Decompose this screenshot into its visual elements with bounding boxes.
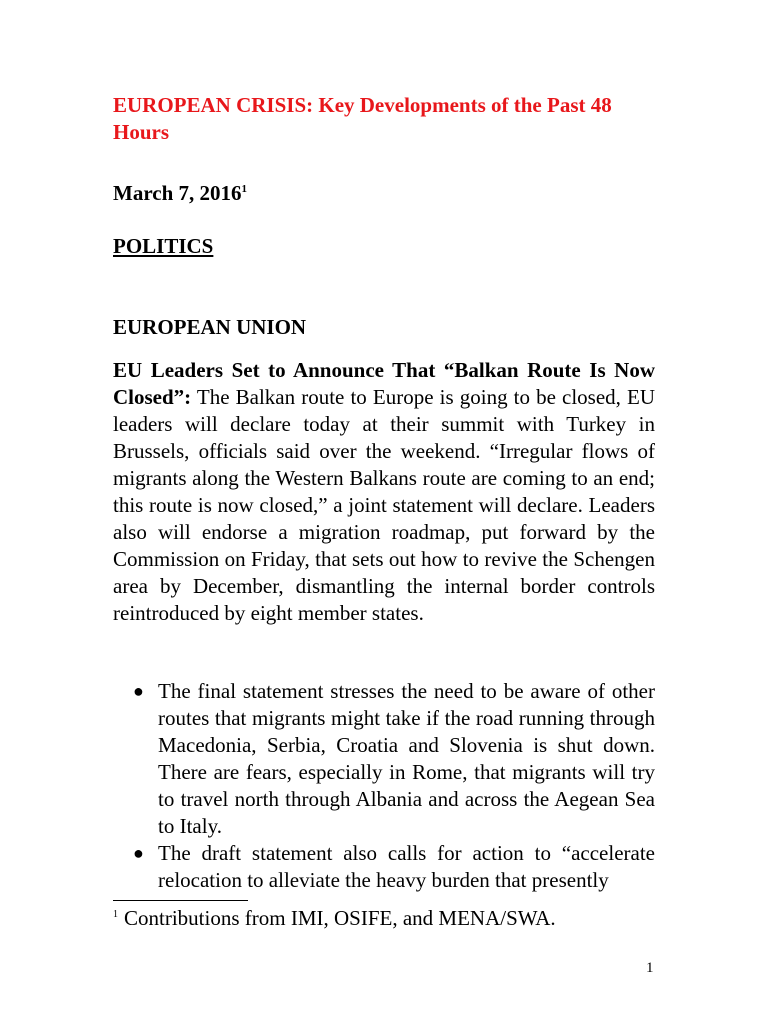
footnote-text: Contributions from IMI, OSIFE, and MENA/SWA. [124,906,556,930]
list-item [113,840,655,894]
subsection-heading-eu: EUROPEAN UNION [113,315,307,339]
article-paragraph [113,357,655,627]
bullet-list [113,678,655,894]
list-item [113,678,655,840]
date-footnote-mark: 1 [241,183,248,195]
article-lead: EU Leaders Set to Announce That “Balkan Route Is Now Closed”: [113,358,655,409]
bullet-text: The final statement stresses the need to be aware of other routes that migrants might take if the road running through Macedonia, Serbia, Croatia and Slovenia is shut down. There are fears, especially in Rome, that migrants will try to travel north through Albania and across the Aegean Sea to Italy. [158,679,655,838]
page-number: 1 [646,960,654,976]
document-date [113,180,247,207]
date-text: March 7, 2016 [113,181,242,205]
document-body [113,92,655,892]
bullet-icon: ● [133,843,144,863]
footnote [113,905,673,932]
page-title: EUROPEAN CRISIS: Key Developments of the Past 48 Hours [113,93,612,144]
footnote-mark: 1 [113,909,118,920]
bullet-text: The draft statement also calls for action to “accelerate relocation to alleviate the heavy burden that presently [158,841,655,892]
bullet-icon: ● [133,681,144,701]
section-heading-politics: POLITICS [113,234,214,258]
footnote-separator [113,900,248,901]
article-body: The Balkan route to Europe is going to be closed, EU leaders will declare today at their summit with Turkey in Brussels, officials said over the weekend. “Irregular flows of migrants along the Western Balkans route are coming to an end; this route is now closed,” a joint statement will declare. Leaders also will endorse a migration roadmap, put forward by the Commission on Friday, that sets out how to revive the Schengen area by December, dismantling the internal border controls reintroduced by eight member states. [113,385,655,625]
